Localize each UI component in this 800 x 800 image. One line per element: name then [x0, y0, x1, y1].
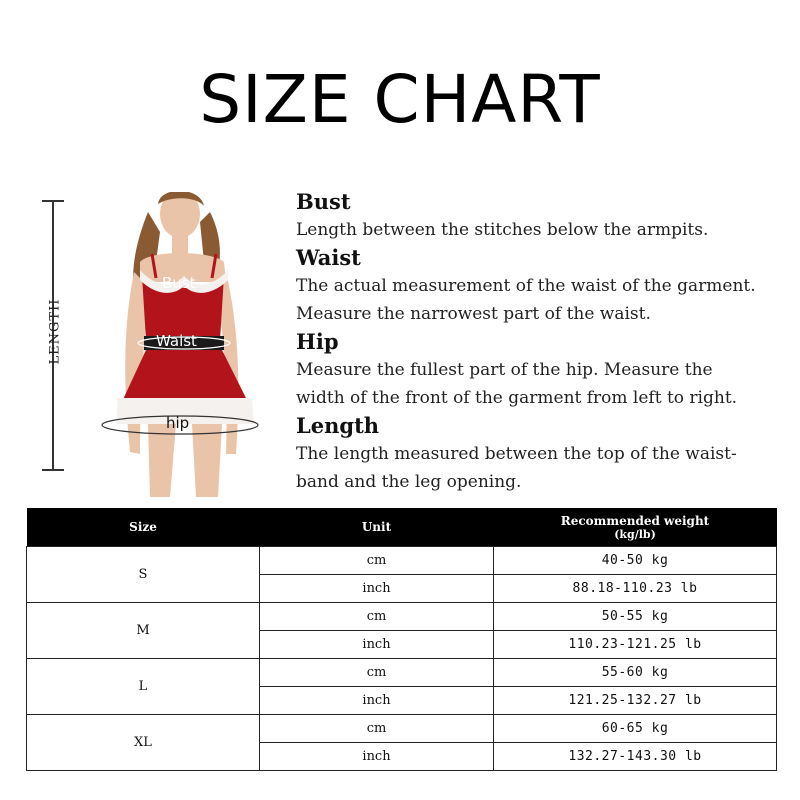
- definition-term: Length: [296, 413, 380, 438]
- table-row: [27, 603, 777, 631]
- size-table-container: [26, 508, 776, 771]
- definition-term: Waist: [296, 245, 361, 270]
- definition-line: band and the leg opening.: [296, 472, 522, 492]
- definition-bust: [296, 188, 786, 244]
- weight-cell: 40-50 kg: [494, 547, 777, 575]
- weight-cell: 50-55 kg: [494, 603, 777, 631]
- weight-cell: 88.18-110.23 lb: [494, 575, 777, 603]
- table-row: [27, 715, 777, 743]
- definition-term: Bust: [296, 189, 351, 214]
- length-indicator-bottom: [42, 469, 64, 471]
- header-weight: [494, 508, 777, 547]
- size-table: [26, 508, 777, 771]
- table-row: [27, 659, 777, 687]
- weight-cell: 110.23-121.25 lb: [494, 631, 777, 659]
- unit-cell: inch: [260, 743, 494, 771]
- header-unit: Unit: [260, 508, 494, 547]
- definition-line: Measure the fullest part of the hip. Measure the: [296, 360, 713, 380]
- header-weight-unit: (kg/lb): [614, 527, 656, 541]
- weight-cell: 121.25-132.27 lb: [494, 687, 777, 715]
- weight-cell: 55-60 kg: [494, 659, 777, 687]
- hip-marker-label: hip: [166, 414, 190, 432]
- unit-cell: inch: [260, 575, 494, 603]
- unit-cell: cm: [260, 603, 494, 631]
- size-cell: XL: [27, 715, 260, 771]
- table-header-row: [27, 508, 777, 547]
- size-cell: L: [27, 659, 260, 715]
- definition-line: Measure the narrowest part of the waist.: [296, 304, 651, 324]
- unit-cell: cm: [260, 547, 494, 575]
- size-cell: S: [27, 547, 260, 603]
- definition-term: Hip: [296, 329, 339, 354]
- size-cell: M: [27, 603, 260, 659]
- weight-cell: 132.27-143.30 lb: [494, 743, 777, 771]
- table-row: [27, 547, 777, 575]
- definition-hip: [296, 328, 786, 412]
- header-size: Size: [27, 508, 260, 547]
- weight-cell: 60-65 kg: [494, 715, 777, 743]
- unit-cell: inch: [260, 631, 494, 659]
- definition-line: The actual measurement of the waist of the garment.: [296, 276, 756, 296]
- definition-line: width of the front of the garment from left to right.: [296, 388, 738, 408]
- model-figure: [20, 192, 270, 497]
- header-weight-label: Recommended weight: [560, 513, 710, 528]
- unit-cell: inch: [260, 687, 494, 715]
- unit-cell: cm: [260, 715, 494, 743]
- bust-marker-label: Bust: [162, 274, 196, 292]
- definition-line: Length between the stitches below the armpits.: [296, 220, 709, 240]
- length-axis-label: LENGTH: [47, 298, 63, 365]
- definition-line: The length measured between the top of the waist-: [296, 444, 737, 464]
- measurement-definitions: [296, 188, 786, 496]
- definition-waist: [296, 244, 786, 328]
- page-title: SIZE CHART: [199, 61, 601, 138]
- definition-length: [296, 412, 786, 496]
- waist-marker-label: Waist: [156, 332, 197, 350]
- unit-cell: cm: [260, 659, 494, 687]
